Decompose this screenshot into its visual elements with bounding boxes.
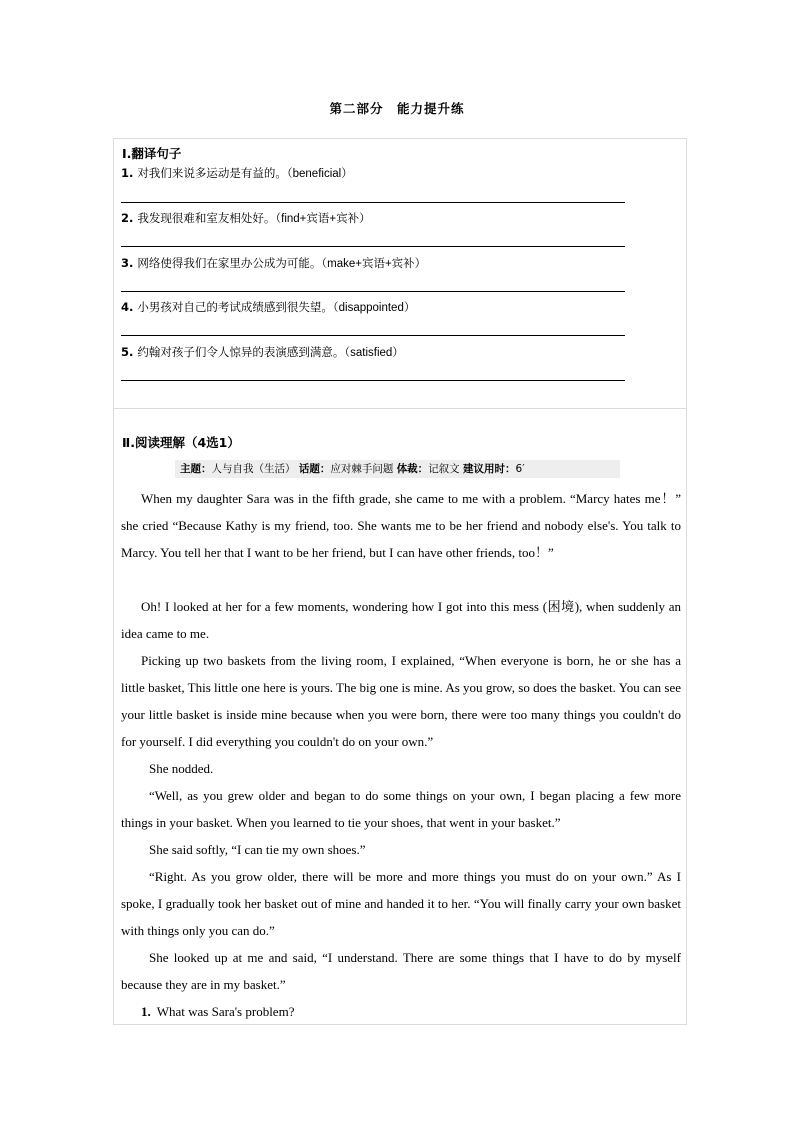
topic-bar: [175, 460, 620, 478]
item-text: 约翰对孩子们令人惊异的表演感到满意。: [137, 345, 345, 359]
question-text: What was Sara's problem?: [156, 1004, 295, 1019]
subject-value: 应对棘手问题: [330, 463, 394, 475]
item-hint: （beneficial）: [286, 168, 353, 180]
topic-label: 主题：: [180, 463, 212, 475]
reading-section: [113, 408, 687, 1025]
section-heading-reading: Ⅱ.阅读理解（4选1）: [122, 435, 240, 450]
item-text: 网络使得我们在家里办公成为可能。: [137, 256, 322, 270]
passage-paragraph: “Right. As you grow older, there will be more and more things you must do on your own.” As I spoke, I gradually took her basket out of mine and handed it to her. “You will finally carry your own basket with things only you can do.”: [121, 869, 681, 938]
item-hint: （satisfied）: [344, 347, 404, 359]
passage-paragraph: She looked up at me and said, “I understand. There are some things that I have to do by myself because they are in my basket.”: [121, 950, 681, 992]
answer-line[interactable]: [121, 335, 625, 336]
topic-value: 人与自我（生活）: [211, 463, 296, 475]
genre-value: 记叙文: [428, 463, 460, 475]
item-hint: （make+宾语+宾补）: [321, 258, 427, 270]
page-title: 第二部分 能力提升练: [329, 101, 465, 116]
time-value: 6′: [515, 463, 525, 475]
genre-label: 体裁：: [396, 463, 429, 475]
item-hint: （disappointed）: [332, 302, 416, 314]
passage-paragraph: She said softly, “I can tie my own shoes.”: [149, 842, 366, 857]
answer-line[interactable]: [121, 246, 625, 247]
answer-line[interactable]: [121, 202, 625, 203]
item-text: 对我们来说多运动是有益的。: [137, 166, 287, 180]
item-text: 我发现很难和室友相处好。: [137, 211, 276, 225]
translation-item: [121, 165, 353, 181]
passage-paragraph: Oh! I looked at her for a few moments, wondering how I got into this mess (困境), when suddenly an idea came to me.: [121, 599, 681, 641]
translation-section: [113, 138, 687, 409]
passage-paragraph: Picking up two baskets from the living room, I explained, “When everyone is born, he or she has a little basket, This little one here is yours. The big one is mine. As you grow, so does the basket. You can see your little basket is inside mine because when you were born, there were too many things you couldn't do for yourself. I did everything you couldn't do on your own.”: [121, 653, 681, 749]
question-number: 1.: [141, 1004, 151, 1019]
item-number: 5.: [121, 345, 134, 359]
item-number: 1.: [121, 166, 134, 180]
passage-paragraph: “Well, as you grew older and began to do some things on your own, I began placing a few more things in your basket. When you learned to tie your shoes, that went in your basket.”: [121, 788, 681, 830]
subject-label: 话题：: [298, 463, 331, 475]
translation-item: [121, 344, 404, 360]
item-number: 4.: [121, 300, 134, 314]
answer-line[interactable]: [121, 380, 625, 381]
question-item: [141, 1004, 294, 1020]
translation-item: [121, 299, 415, 315]
item-hint: （find+宾语+宾补）: [275, 213, 371, 225]
section-heading-translation: Ⅰ.翻译句子: [122, 146, 182, 161]
translation-item: [121, 255, 426, 271]
passage-paragraph: She nodded.: [149, 761, 214, 776]
time-label: 建议用时：: [463, 463, 516, 475]
item-number: 3.: [121, 256, 134, 270]
item-number: 2.: [121, 211, 134, 225]
translation-item: [121, 210, 371, 226]
passage-paragraph: When my daughter Sara was in the fifth grade, she came to me with a problem. “Marcy hates me！” she cried “Because Kathy is my friend, too. She wants me to be her friend and nobody else's. You talk to Marcy. You tell her that I want to be her friend, but I can have other friends, too！”: [121, 491, 681, 560]
answer-line[interactable]: [121, 291, 625, 292]
item-text: 小男孩对自己的考试成绩感到很失望。: [137, 300, 333, 314]
